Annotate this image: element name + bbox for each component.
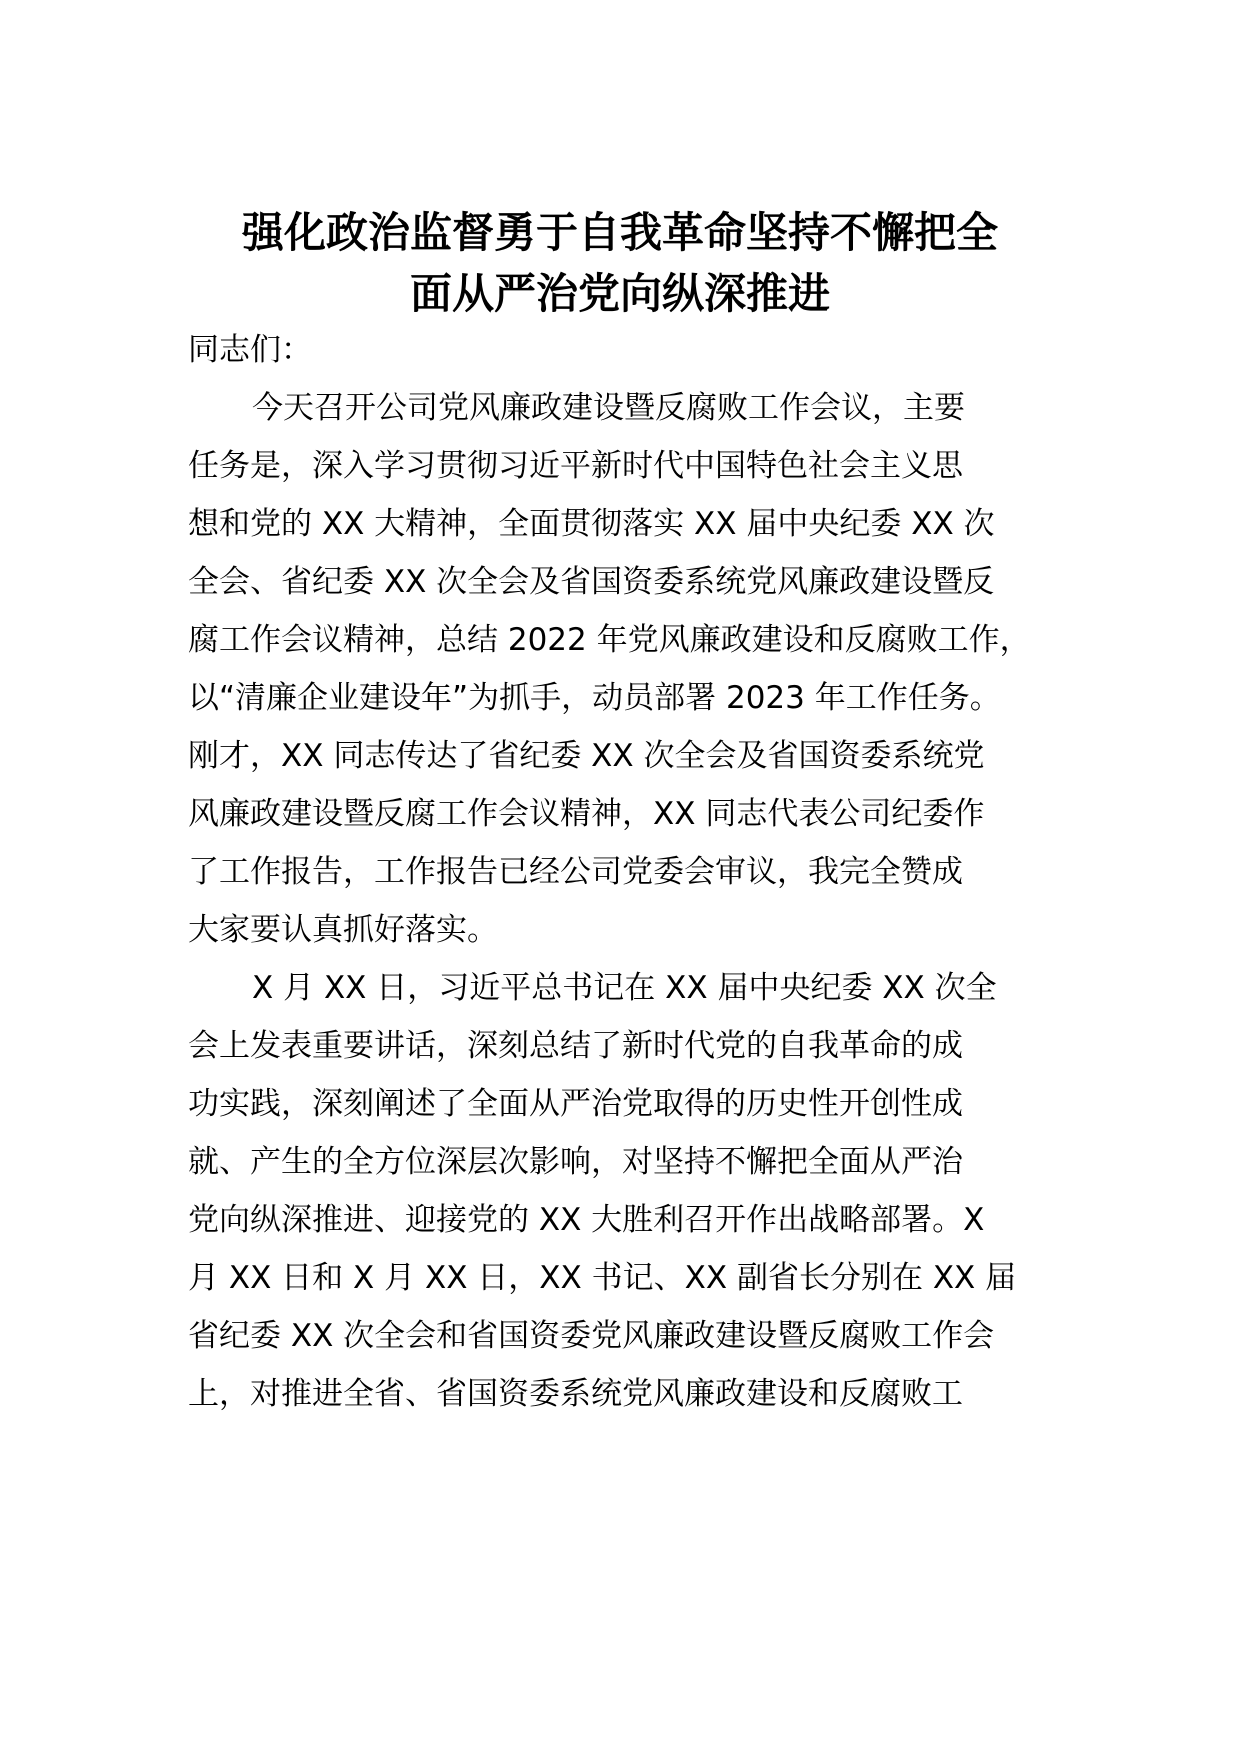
paragraph-1-line-4: 全会、省纪委 XX 次全会及省国资委系统党风廉政建设暨反: [188, 564, 995, 600]
document-title-line-2: 面从严治党向纵深推进: [409, 269, 830, 318]
paragraph-1-line-3: 想和党的 XX 大精神，全面贯彻落实 XX 届中央纪委 XX 次: [188, 506, 995, 542]
paragraph-1-line-1: 今天召开公司党风廉政建设暨反腐败工作会议，主要: [252, 390, 965, 426]
paragraph-2-line-3: 功实践，深刻阐述了全面从严治党取得的历史性开创性成: [188, 1086, 963, 1122]
paragraph-2-line-5: 党向纵深推进、迎接党的 XX 大胜利召开作出战略部署。X: [188, 1202, 985, 1238]
document-title-line-1: 强化政治监督勇于自我革命坚持不懈把全: [241, 208, 998, 257]
paragraph-1-line-7: 刚才，XX 同志传达了省纪委 XX 次全会及省国资委系统党: [188, 738, 985, 774]
paragraph-1-line-2: 任务是，深入学习贯彻习近平新时代中国特色社会主义思: [188, 448, 963, 484]
paragraph-2-line-1: X 月 XX 日，习近平总书记在 XX 届中央纪委 XX 次全: [252, 970, 997, 1006]
paragraph-2-line-2: 会上发表重要讲话，深刻总结了新时代党的自我革命的成: [188, 1028, 963, 1064]
paragraph-1-line-6: 以“清廉企业建设年”为抓手，动员部署 2023 年工作任务。: [188, 680, 1001, 716]
paragraph-2-line-4: 就、产生的全方位深层次影响，对坚持不懈把全面从严治: [188, 1144, 963, 1180]
paragraph-1-line-8: 风廉政建设暨反腐工作会议精神，XX 同志代表公司纪委作: [188, 796, 985, 832]
paragraph-2-line-7: 省纪委 XX 次全会和省国资委党风廉政建设暨反腐败工作会: [188, 1318, 995, 1354]
paragraph-2-line-8: 上，对推进全省、省国资委系统党风廉政建设和反腐败工: [188, 1376, 963, 1412]
paragraph-1-line-9: 了工作报告，工作报告已经公司党委会审议，我完全赞成: [188, 854, 963, 890]
salutation: 同志们：: [188, 332, 312, 368]
paragraph-1-line-10: 大家要认真抓好落实。: [188, 912, 498, 948]
paragraph-2-line-6: 月 XX 日和 X 月 XX 日，XX 书记、XX 副省长分别在 XX 届: [188, 1260, 1017, 1296]
paragraph-1-line-5: 腐工作会议精神，总结 2022 年党风廉政建设和反腐败工作，: [188, 622, 1031, 658]
